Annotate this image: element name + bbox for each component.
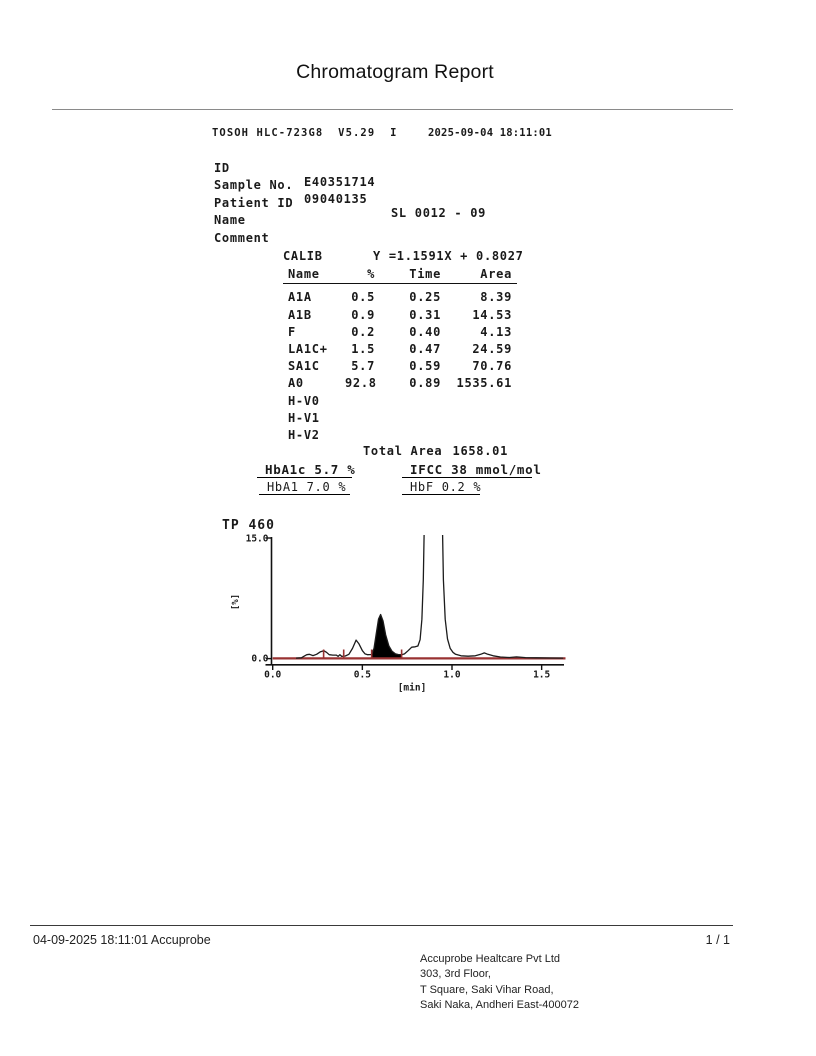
col-header-area: Area — [480, 267, 512, 281]
y-tick-label-zero: 0.0 — [251, 653, 269, 665]
company-address-line: Saki Naka, Andheri East-400072 — [420, 999, 579, 1012]
page-title: Chromatogram Report — [296, 61, 494, 83]
field-value: E40351714 — [304, 175, 376, 189]
company-address-line: 303, 3rd Floor, — [420, 968, 491, 981]
peak-time — [375, 394, 441, 408]
peak-area: 8.39 — [480, 290, 512, 304]
result-hba1-text: HbA1 7.0 % — [267, 480, 347, 494]
result-hba1 — [259, 480, 350, 495]
field-row-comment — [0, 217, 816, 245]
calib-equation: Y =1.1591X + 0.8027 — [373, 249, 524, 263]
device-info: TOSOH HLC-723G8 V5.29 I — [212, 127, 398, 139]
field-label: Patient ID — [214, 196, 294, 210]
header-divider — [52, 109, 733, 110]
chromatogram-curves — [273, 508, 566, 659]
peak-name: H-V1 — [288, 411, 320, 425]
print-datetime: 2025-09-04 18:11:01 — [428, 127, 552, 139]
peak-area — [441, 428, 512, 442]
table-row — [288, 342, 512, 356]
peak-time: 0.59 — [409, 359, 441, 373]
result-ifcc-text: IFCC 38 mmol/mol — [410, 462, 542, 477]
col-header-pct: % — [367, 267, 375, 281]
col-header-name: Name — [288, 267, 320, 281]
peak-table-header — [288, 267, 512, 281]
field-label: Sample No. — [214, 178, 294, 192]
peak-name: H-V2 — [288, 428, 320, 442]
x-tick-label: 1.0 — [443, 669, 461, 681]
table-header-rule — [283, 283, 517, 284]
peak-pct: 1.5 — [351, 342, 375, 356]
x-axis-label: [min] — [397, 682, 427, 694]
peak-area: 24.59 — [472, 342, 512, 356]
field-label: Name — [214, 213, 246, 227]
table-row — [288, 325, 512, 339]
result-hbf — [402, 480, 480, 495]
peak-name: A1A — [288, 290, 312, 304]
peak-pct — [345, 428, 375, 442]
footer-datetime: 04-09-2025 18:11:01 Accuprobe — [33, 933, 211, 947]
chromatogram-chart — [205, 508, 580, 703]
table-row — [288, 394, 512, 408]
calib-label: CALIB — [283, 249, 323, 263]
peak-area: 70.76 — [472, 359, 512, 373]
peak-pct: 92.8 — [345, 376, 377, 390]
chromatogram-trace — [296, 508, 563, 658]
peak-name: F — [288, 325, 296, 339]
result-hba1c — [257, 462, 356, 478]
result-hbf-text: HbF 0.2 % — [410, 480, 482, 494]
peak-pct: 5.7 — [351, 359, 375, 373]
peak-area: 4.13 — [480, 325, 512, 339]
table-row — [288, 359, 512, 373]
x-tick-label: 1.5 — [533, 669, 551, 681]
chromatogram-marks — [273, 650, 542, 671]
x-tick-labels — [264, 670, 550, 681]
table-row — [288, 376, 512, 390]
total-area-label: Total Area — [363, 444, 443, 458]
peak-time: 0.40 — [409, 325, 441, 339]
peak-pct: 0.5 — [351, 290, 375, 304]
chart-title: TP 460 — [222, 518, 275, 533]
peak-area: 14.53 — [472, 308, 512, 322]
result-ifcc — [402, 462, 542, 478]
peak-time — [375, 411, 441, 425]
peak-area — [441, 411, 512, 425]
x-tick-label: 0.0 — [264, 669, 282, 681]
peak-time: 0.47 — [409, 342, 441, 356]
table-row — [288, 428, 512, 442]
peak-area: 1535.61 — [456, 376, 512, 390]
table-row — [288, 308, 512, 322]
y-tick-label-max: 15.0 — [245, 533, 269, 545]
col-header-time: Time — [409, 267, 441, 281]
page-number: 1 / 1 — [705, 933, 730, 947]
company-address — [420, 952, 579, 1014]
peak-pct — [345, 394, 375, 408]
peak-time: 0.25 — [409, 290, 441, 304]
peak-name: LA1C+ — [288, 342, 328, 356]
field-extra: SL 0012 - 09 — [391, 206, 487, 220]
peak-pct — [345, 411, 375, 425]
field-label: Comment — [214, 231, 270, 245]
field-row-name — [0, 199, 816, 227]
company-name: Accuprobe Healtcare Pvt Ltd — [420, 953, 561, 965]
peak-name: H-V0 — [288, 394, 320, 408]
footer-divider — [30, 925, 733, 926]
company-address-line: T Square, Saki Vihar Road, — [420, 983, 554, 996]
peak-name: A0 — [288, 376, 304, 390]
peak-pct: 0.9 — [351, 308, 375, 322]
peak-name: A1B — [288, 308, 312, 322]
table-row — [288, 411, 512, 425]
field-value: 09040135 — [304, 192, 368, 206]
peak-pct: 0.2 — [351, 325, 375, 339]
peak-time — [375, 428, 441, 442]
field-label: ID — [214, 161, 230, 175]
peak-area — [441, 394, 512, 408]
table-row — [288, 290, 512, 304]
total-area-value: 1658.01 — [452, 444, 508, 458]
peak-time: 0.31 — [409, 308, 441, 322]
peak-time: 0.89 — [409, 376, 441, 390]
y-axis-label: [%] — [231, 593, 241, 611]
x-tick-label: 0.5 — [353, 669, 371, 681]
result-hba1c-text: HbA1c 5.7 % — [265, 462, 356, 477]
peak-name: SA1C — [288, 359, 320, 373]
